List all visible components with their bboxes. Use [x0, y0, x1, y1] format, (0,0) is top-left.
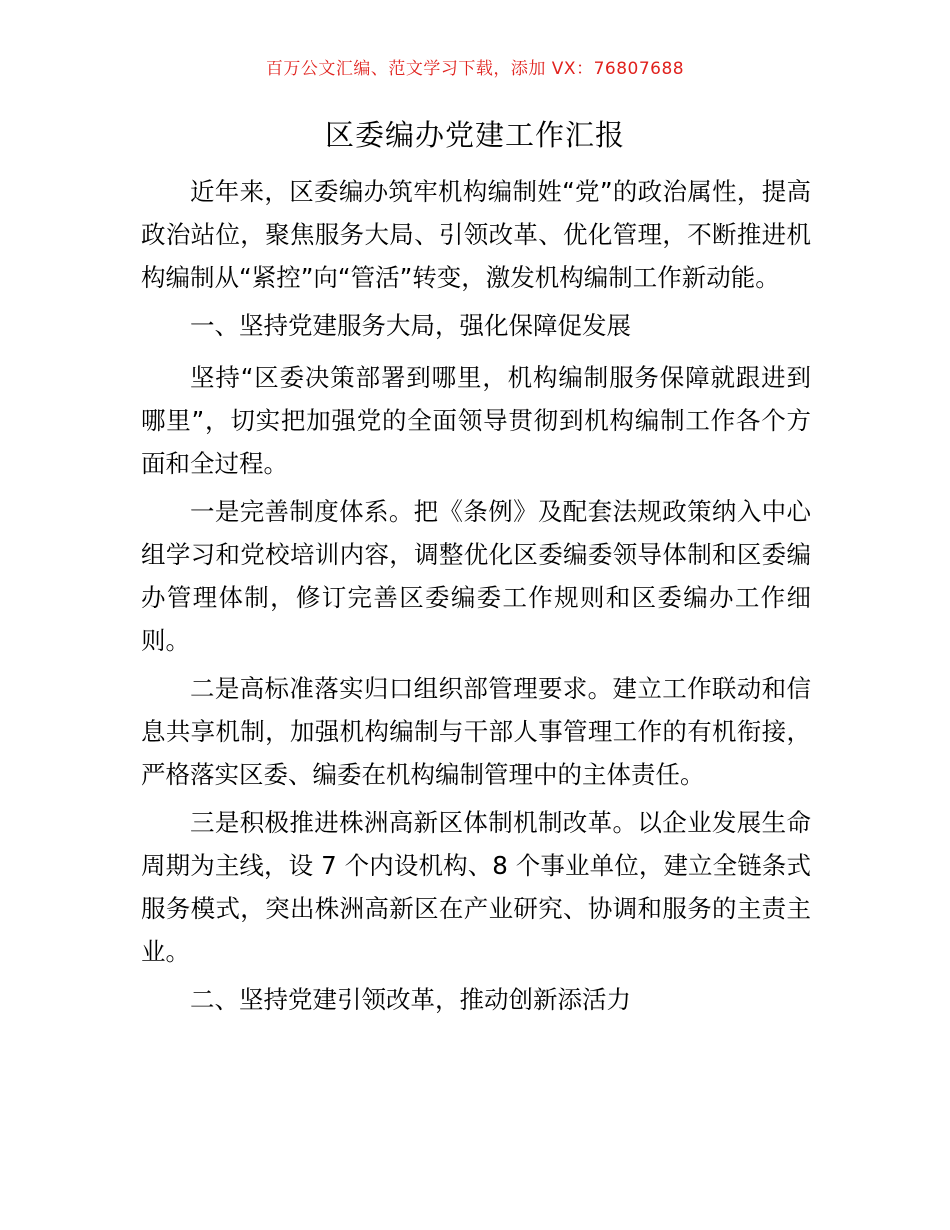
point-2-paragraph: 二是高标准落实归口组织部管理要求。建立工作联动和信息共享机制，加强机构编制与干部人事管理工作的有机衔接，严格落实区委、编委在机构编制管理中的主体责任。 [141, 674, 811, 789]
document-body [141, 170, 811, 1030]
section-heading-2: 二、坚持党建引领改革，推动创新添活力 [190, 985, 631, 1014]
document-title: 区委编办党建工作汇报 [324, 118, 625, 152]
point-3-paragraph: 三是积极推进株洲高新区体制机制改革。以企业发展生命周期为主线，设 7 个内设机构、8 个事业单位，建立全链条式服务模式，突出株洲高新区在产业研究、协调和服务的主责主业。 [141, 808, 811, 966]
point-1-paragraph: 一是完善制度体系。把《条例》及配套法规政策纳入中心组学习和党校培训内容，调整优化区委编委领导体制和区委编办管理体制，修订完善区委编委工作规则和区委编办工作细则。 [141, 497, 811, 655]
section-heading-1: 一、坚持党建服务大局，强化保障促发展 [190, 311, 631, 340]
intro-paragraph: 近年来，区委编办筑牢机构编制姓“党”的政治属性，提高政治站位，聚焦服务大局、引领改革、优化管理，不断推进机构编制从“紧控”向“管活”转变，激发机构编制工作新动能。 [141, 177, 811, 292]
download-promo-note: 百万公文汇编、范文学习下载，添加 VX：76807688 [265, 59, 685, 79]
section-1-summary-paragraph: 坚持“区委决策部署到哪里，机构编制服务保障就跟进到哪里”，切实把加强党的全面领导贯彻到机构编制工作各个方面和全过程。 [141, 363, 811, 478]
